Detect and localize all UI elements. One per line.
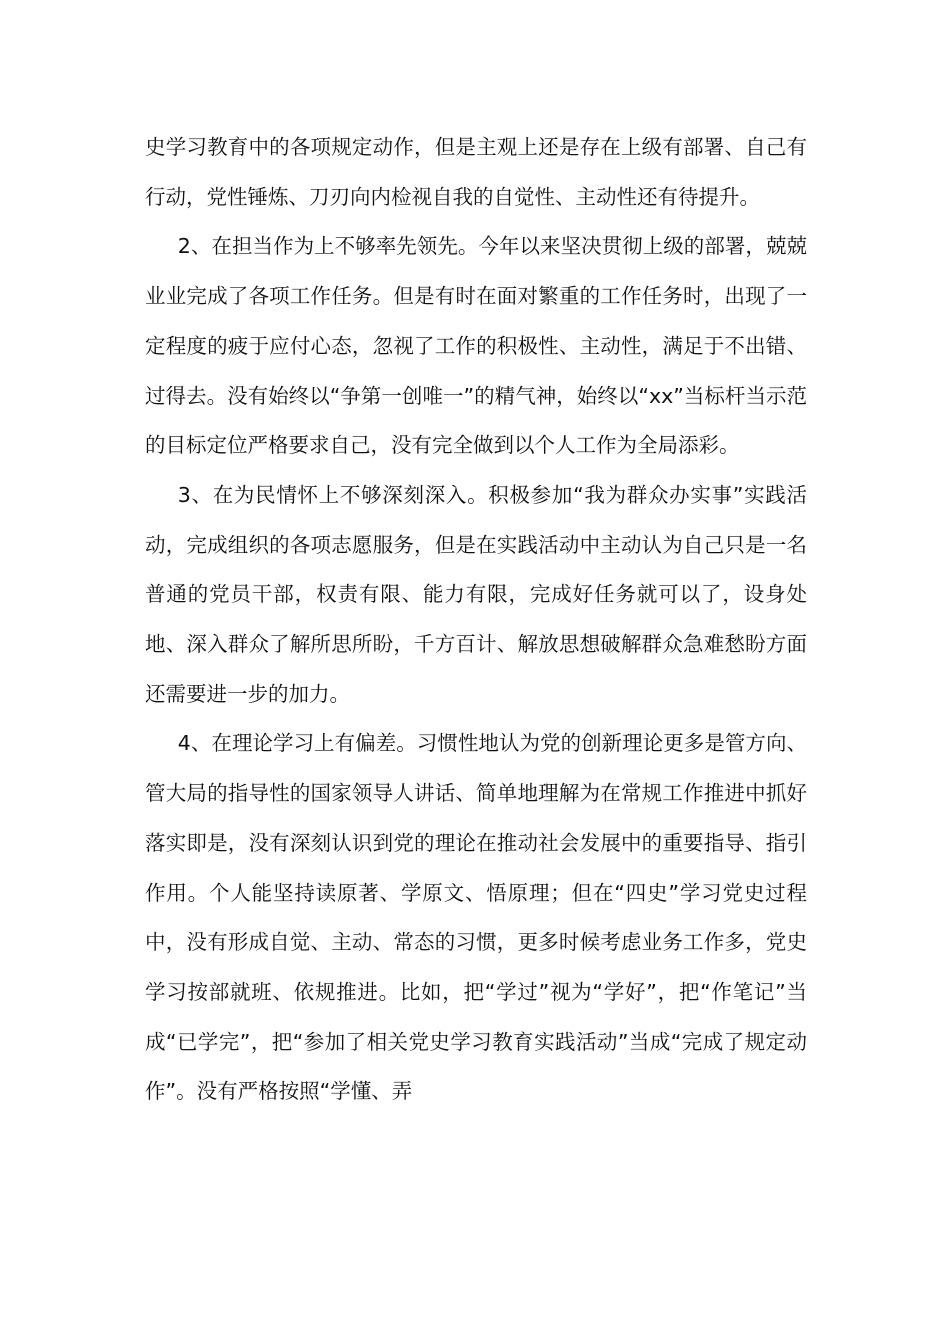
paragraph-item-3: 3、在为民情怀上不够深刻深入。积极参加“我为群众办实事”实践活动，完成组织的各项志愿服务，但是在实践活动中主动认为自己只是一名普通的党员干部，权责有限、能力有限，完成好任务就可以了，设身处地、深入群众了解所思所盼，千方百计、解放思想破解群众急难愁盼方面还需要进一步的加力。 [145, 482, 807, 706]
paragraph-item-2: 2、在担当作为上不够率先领先。今年以来坚决贯彻上级的部署，兢兢业业完成了各项工作任务。但是有时在面对繁重的工作任务时，出现了一定程度的疲于应付心态，忽视了工作的积极性、主动性，满足于不出错、过得去。没有始终以“争第一创唯一”的精气神，始终以“xx”当标杆当示范的目标定位严格要求自己，没有完全做到以个人工作为全局添彩。 [145, 234, 807, 458]
paragraph-continuation: 史学习教育中的各项规定动作，但是主观上还是存在上级有部署、自己有行动，党性锤炼、刀刃向内检视自我的自觉性、主动性还有待提升。 [145, 135, 807, 209]
paragraph-item-4: 4、在理论学习上有偏差。习惯性地认为党的创新理论更多是管方向、管大局的指导性的国家领导人讲话、简单地理解为在常规工作推进中抓好落实即是，没有深刻认识到党的理论在推动社会发展中的重要指导、指引作用。个人能坚持读原著、学原文、悟原理；但在“四史”学习党史过程中，没有形成自觉、主动、常态的习惯，更多时候考虑业务工作多，党史学习按部就班、依规推进。比如，把“学过”视为“学好”，把“作笔记”当成“已学完”，把“参加了相关党史学习教育实践活动”当成“完成了规定动作”。没有严格按照“学懂、弄 [145, 731, 807, 1104]
document-body [145, 123, 807, 1117]
